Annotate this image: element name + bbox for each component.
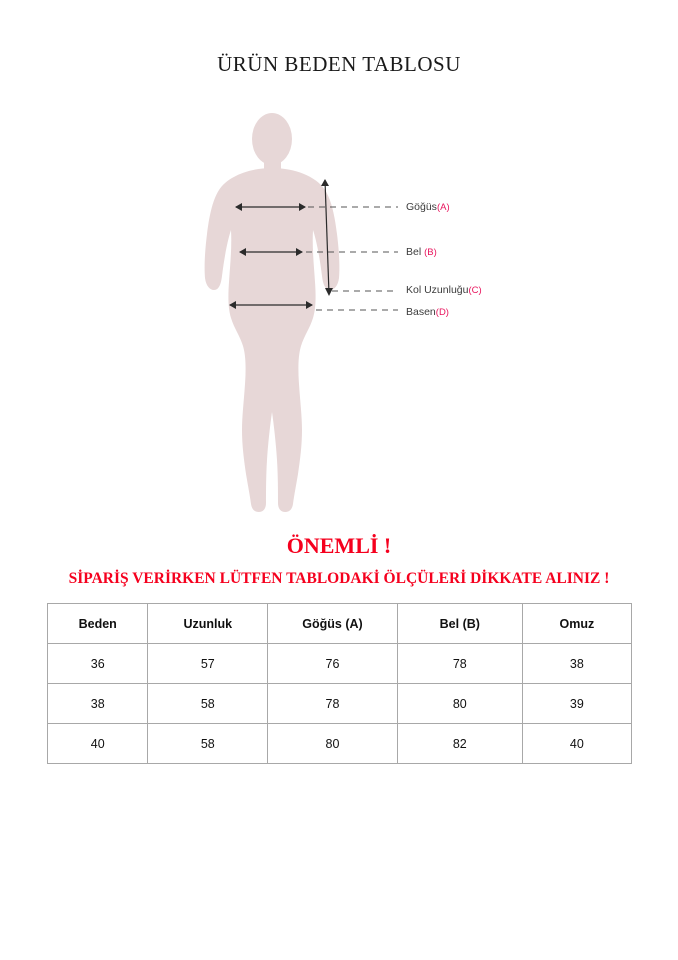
cell-uzunluk: 57: [148, 644, 268, 684]
legend-chest-label: Göğüs: [406, 201, 437, 213]
legend-chest-tag: (A): [436, 202, 450, 213]
cell-omuz: 40: [522, 724, 631, 764]
cell-beden: 38: [48, 684, 148, 724]
cell-beden: 40: [48, 724, 148, 764]
legend-hip-label: Basen: [406, 306, 436, 318]
body-silhouette-shape: [205, 113, 340, 512]
important-subline: SİPARİŞ VERİRKEN LÜTFEN TABLODAKİ ÖLÇÜLERİ DİKKATE ALINIZ !: [68, 570, 610, 587]
table-header-bel: Bel (B): [397, 604, 522, 644]
table-header-uzunluk: Uzunluk: [148, 604, 268, 644]
cell-bel: 82: [397, 724, 522, 764]
table-header-gogus: Göğüs (A): [268, 604, 398, 644]
legend-sleeve: [406, 284, 482, 296]
size-table: [47, 603, 632, 764]
table-header-omuz: Omuz: [522, 604, 631, 644]
measurement-figure: [0, 100, 678, 520]
silhouette-svg: [0, 100, 678, 520]
legend-chest: [406, 201, 450, 213]
cell-gogus: 78: [268, 684, 398, 724]
cell-bel: 78: [397, 644, 522, 684]
cell-gogus: 76: [268, 644, 398, 684]
legend-sleeve-label: Kol Uzunluğu: [406, 284, 469, 296]
legend-sleeve-tag: (C): [468, 285, 482, 296]
legend-waist: [406, 246, 437, 258]
legend-hip-tag: (D): [435, 307, 449, 318]
legend-waist-tag: (B): [424, 247, 437, 258]
cell-uzunluk: 58: [148, 724, 268, 764]
table-row: [48, 684, 632, 724]
table-header-row: [48, 604, 632, 644]
legend-hip: [406, 306, 449, 318]
cell-omuz: 39: [522, 684, 631, 724]
cell-gogus: 80: [268, 724, 398, 764]
table-row: [48, 644, 632, 684]
cell-omuz: 38: [522, 644, 631, 684]
table-row: [48, 724, 632, 764]
cell-beden: 36: [48, 644, 148, 684]
cell-bel: 80: [397, 684, 522, 724]
cell-uzunluk: 58: [148, 684, 268, 724]
table-header-beden: Beden: [48, 604, 148, 644]
important-headline: ÖNEMLİ !: [286, 533, 392, 558]
page-title: ÜRÜN BEDEN TABLOSU: [217, 52, 461, 76]
legend-waist-label: Bel: [406, 246, 422, 258]
